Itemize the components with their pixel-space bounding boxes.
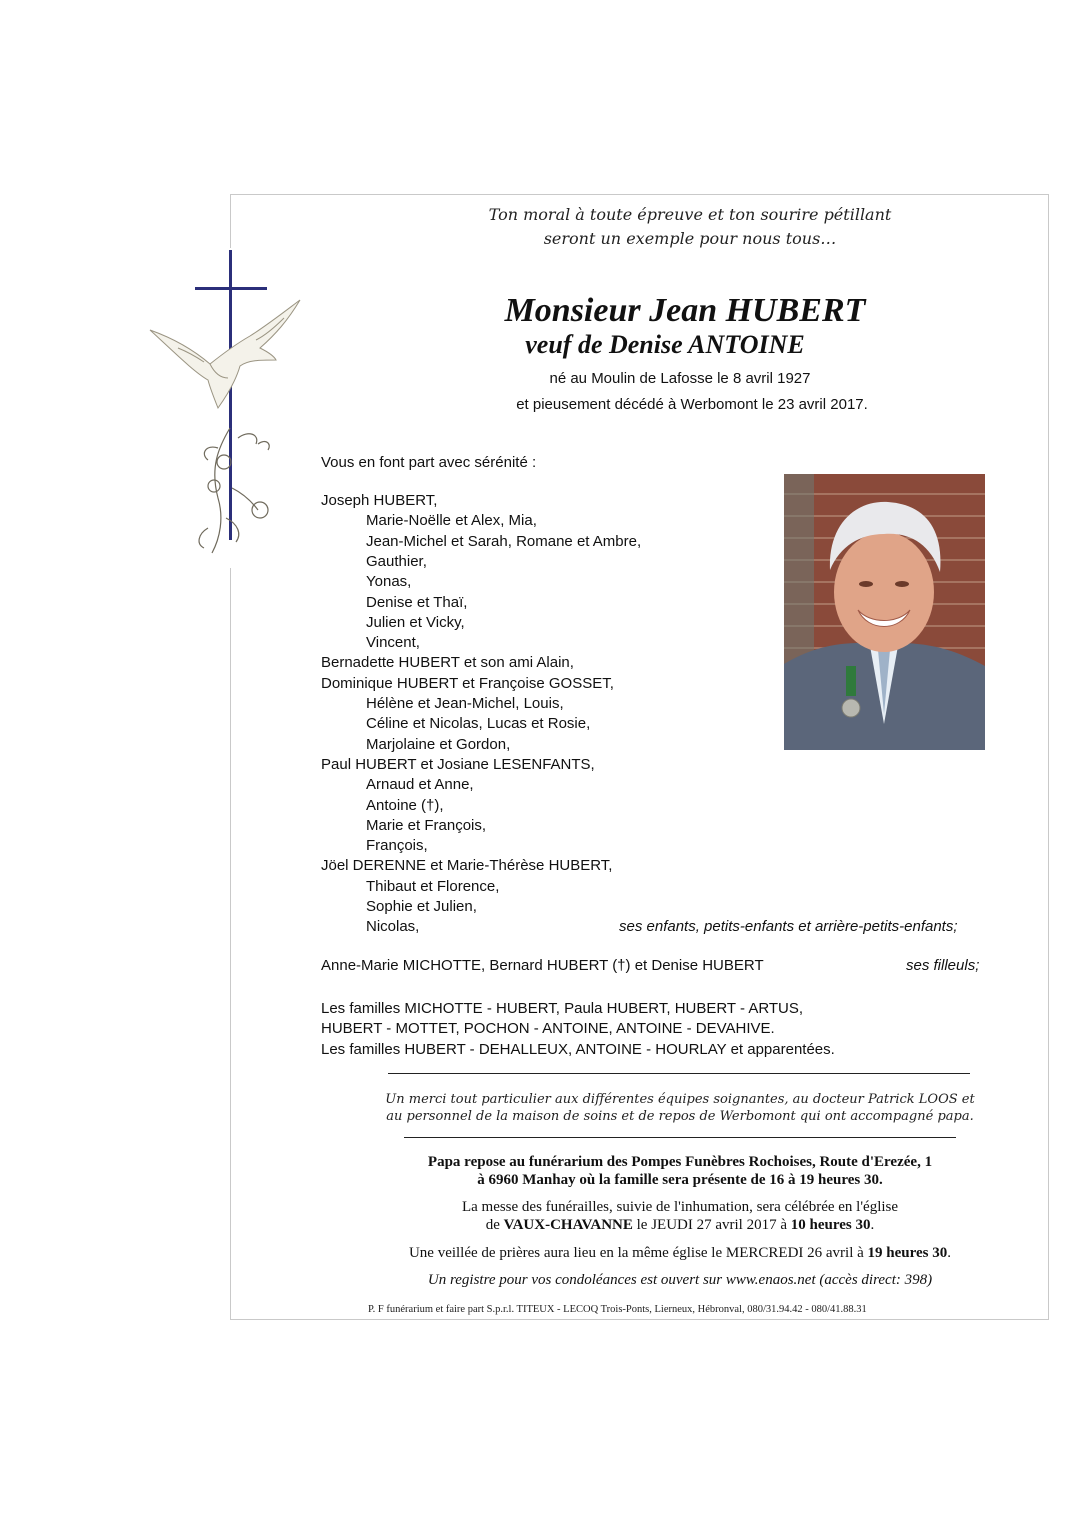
thanks-line-2: au personnel de la maison de soins et de repos de Werbomont qui ont accompagné papa. bbox=[386, 1109, 974, 1124]
family-member-line: Gauthier, bbox=[366, 553, 427, 570]
family-member-line: Vincent, bbox=[366, 634, 420, 651]
family-member-line: Yonas, bbox=[366, 573, 412, 590]
godchildren-line: Anne-Marie MICHOTTE, Bernard HUBERT (†) et Denise HUBERT bbox=[321, 957, 764, 974]
flowers-icon bbox=[199, 428, 269, 553]
family-member-line: Marjolaine et Gordon, bbox=[366, 736, 511, 753]
family-member-line: Julien et Vicky, bbox=[366, 614, 465, 631]
family-member-line: Antoine (†), bbox=[366, 797, 444, 814]
announcement-intro: Vous en font part avec sérénité : bbox=[321, 454, 537, 471]
family-member-line: François, bbox=[366, 837, 428, 854]
register-line: Un registre pour vos condoléances est ouvert sur www.enaos.net (accès direct: 398) bbox=[427, 1272, 933, 1288]
cross-dove-svg bbox=[148, 248, 306, 568]
family-member-line: Nicolas, bbox=[366, 918, 420, 935]
deceased-spouse: veuf de Denise ANTOINE bbox=[525, 330, 805, 359]
birth-line: né au Moulin de Lafosse le 8 avril 1927 bbox=[549, 370, 811, 387]
cross-dove-illustration bbox=[148, 248, 306, 568]
mass-line-2 bbox=[330, 1217, 1030, 1234]
footer-credit: P. F funérarium et faire part S.p.r.l. TITEUX - LECOQ Trois-Ponts, Lierneux, Hébronval, 080/31.94.42 - 080/41.88.31 bbox=[368, 1304, 867, 1315]
mass-time: 10 heures 30 bbox=[790, 1217, 871, 1233]
family-member-line: Thibaut et Florence, bbox=[366, 878, 500, 895]
family-member-line: Denise et Thaï, bbox=[366, 594, 468, 611]
portrait-svg bbox=[784, 474, 985, 750]
cross-horizontal-bar bbox=[195, 287, 267, 290]
families-line-2: HUBERT - MOTTET, POCHON - ANTOINE, ANTOINE - DEVAHIVE. bbox=[321, 1020, 775, 1037]
family-member-line: Bernadette HUBERT et son ami Alain, bbox=[321, 654, 574, 671]
epigraph-line-1: Ton moral à toute épreuve et ton sourire pétillant bbox=[488, 205, 892, 224]
cross-vertical-bar bbox=[229, 250, 232, 540]
family-member-line: Dominique HUBERT et Françoise GOSSET, bbox=[321, 675, 614, 692]
family-member-line: Arnaud et Anne, bbox=[366, 776, 474, 793]
family-member-line: Joseph HUBERT, bbox=[321, 492, 438, 509]
family-member-line: Sophie et Julien, bbox=[366, 898, 477, 915]
family-label: ses enfants, petits-enfants et arrière-petits-enfants; bbox=[619, 918, 958, 935]
mass-date: le JEUDI 27 avril 2017 à bbox=[632, 1217, 791, 1233]
thanks-line-1: Un merci tout particulier aux différentes équipes soignantes, au docteur Patrick LOOS et bbox=[385, 1092, 975, 1107]
vigil-text: Une veillée de prières aura lieu en la même église le MERCREDI 26 avril à bbox=[408, 1245, 868, 1261]
dove-icon bbox=[150, 300, 300, 408]
epigraph-line-2: seront un exemple pour nous tous… bbox=[543, 229, 837, 248]
mass-line-1: La messe des funérailles, suivie de l'inhumation, sera célébrée en l'église bbox=[461, 1199, 899, 1215]
death-line: et pieusement décédé à Werbomont le 23 avril 2017. bbox=[516, 396, 868, 413]
vigil-line bbox=[330, 1245, 1030, 1262]
family-member-line: Paul HUBERT et Josiane LESENFANTS, bbox=[321, 756, 595, 773]
family-member-line: Marie et François, bbox=[366, 817, 487, 834]
family-member-line: Céline et Nicolas, Lucas et Rosie, bbox=[366, 715, 591, 732]
vigil-end: . bbox=[947, 1245, 952, 1261]
separator-top bbox=[388, 1073, 970, 1074]
families-line-1: Les familles MICHOTTE - HUBERT, Paula HUBERT, HUBERT - ARTUS, bbox=[321, 1000, 804, 1017]
family-member-line: Jöel DERENNE et Marie-Thérèse HUBERT, bbox=[321, 857, 613, 874]
mass-end: . bbox=[870, 1217, 875, 1233]
families-line-3: Les familles HUBERT - DEHALLEUX, ANTOINE - HOURLAY et apparentées. bbox=[321, 1041, 835, 1058]
family-member-line: Hélène et Jean-Michel, Louis, bbox=[366, 695, 564, 712]
vigil-time: 19 heures 30 bbox=[867, 1245, 948, 1261]
family-member-line: Marie-Noëlle et Alex, Mia, bbox=[366, 512, 537, 529]
deceased-name: Monsieur Jean HUBERT bbox=[504, 292, 866, 329]
mass-prefix: de bbox=[485, 1217, 504, 1233]
portrait-photo bbox=[784, 474, 985, 750]
repose-line-1: Papa repose au funérarium des Pompes Funèbres Rochoises, Route d'Erezée, 1 bbox=[427, 1154, 933, 1170]
mass-church: VAUX-CHAVANNE bbox=[503, 1217, 633, 1233]
godchildren-label: ses filleuls; bbox=[906, 957, 980, 974]
repose-line-2: à 6960 Manhay où la famille sera présente de 16 à 19 heures 30. bbox=[477, 1172, 883, 1188]
family-member-line: Jean-Michel et Sarah, Romane et Ambre, bbox=[366, 533, 642, 550]
separator-bottom bbox=[404, 1137, 956, 1138]
